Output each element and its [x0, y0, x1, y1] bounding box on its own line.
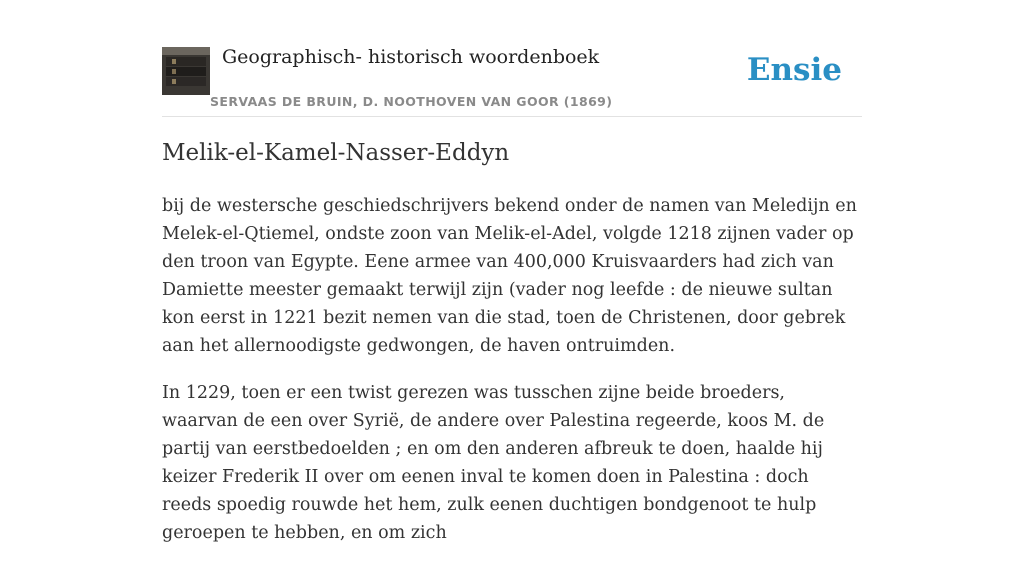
book-author-line: SERVAAS DE BRUIN, D. NOOTHOVEN VAN GOOR (1869)	[210, 94, 613, 109]
book-cover-avatar[interactable]	[162, 47, 210, 95]
book-header	[162, 44, 862, 117]
book-cover-image	[162, 47, 210, 95]
book-title[interactable]: Geographisch- historisch woordenboek	[222, 46, 600, 68]
entry-body	[162, 192, 862, 566]
ensie-logo-link[interactable]: Ensie	[746, 52, 842, 88]
entry-paragraph-1: bij de westersche geschiedschrijvers bekend onder de namen van Meledijn en Melek-el-Qtiemel, ondste zoon van Melik-el-Adel, volgde 1218 zijnen vader op den troon van Egypte. Eene armee van 400,000 Kruisvaarders had zich van Damiette meester gemaakt terwijl zijn (vader nog leefde : de nieuwe sultan kon eerst in 1221 bezit nemen van die stad, toen de Christenen, door gebrek aan het allernoodigste gedwongen, de haven ontruimden.	[162, 196, 857, 356]
entry-paragraph-2: In 1229, toen er een twist gerezen was tusschen zijne beide broeders, waarvan de een over Syrië, de andere over Palestina regeerde, koos M. de partij van eerstbedoelden ; en om den anderen afbreuk te doen, haalde hij keizer Frederik II over om eenen inval te komen doen in Palestina : doch reeds spoedig rouwde het hem, zulk eenen duchtigen bondgenoot te hulp geroepen te hebben, en om zich	[162, 383, 825, 543]
entry-title: Melik-el-Kamel-Nasser-Eddyn	[162, 140, 510, 166]
